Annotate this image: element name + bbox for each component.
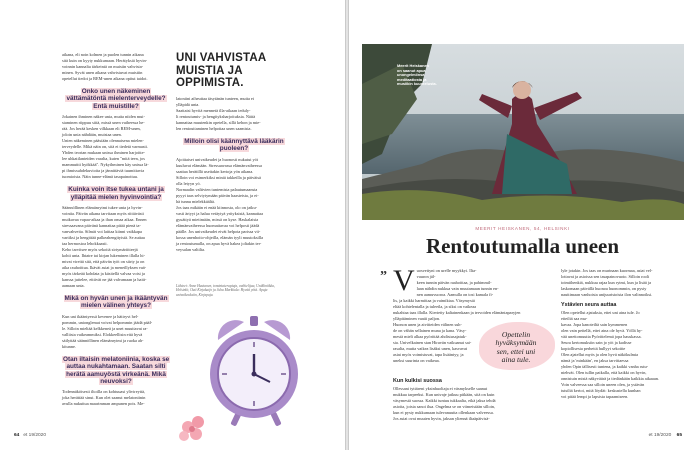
right-column-2	[561, 268, 683, 400]
answer-text-2: Säännöllinen elämänrytmi tukee unta ja hyvin- vointia. Päivän aikana tarvitaan myös riittävästi muikavaa vapaa-aikaa ja ihan omaa aikaa. Ennen stressaavana päivänä kannattaa pitää pienä ta- vanvahveita. Silmät voi laittaa kiinni vaikkapa vartiksi ja hengittää palkeahengityistä. Se auttaa taa hermostoa lehokkaasti. Keho tarvitsee myös sekoitä sirtymäriitteejä kohti unta. Ihtatre tai kirjan lukeminen illalla hi- mtvat vireitä sitä, että päivän työt on siirty ja on aika rauhoittua. Ikävät asiat ja meneillyksen vaä- myös tärkeää kohdata ja käsitellä valvaa voisi ja kanssa juttelee, eittivät ne jää valvamaan ja haitt- aamaan unta.	[62, 205, 147, 289]
question-heading-1: Onko unen näkeminen vättämätöntä mielenterveydelle? Entä muistille?	[66, 88, 166, 110]
right-page	[349, 0, 696, 450]
story-text-2: Ollessani tyttäreni yksinhuoltaja ei väsmykselle saanut mukkua tarpeeksi. Kun univaje jatkuu pitkään, sitä on kuin väsymestä suossa. Kaikki tuntuu tukkaalta, eikä jaksa tehdä asioita, joista sanoi ilua. Ongelma se on viimeistään silloin, kun ei pysty nukkumaan tulevanuutta ollenkaan valveessa. Jos asiat ovat muuten hyvin, jaksan yliennä iltaäpäivisä-	[393, 386, 496, 421]
question-heading-4: Otan iltaisin melatoniinia, koska se auttaa nukahtamaan. Saatan silti herätä aamuyöstä virkeänä. Mikä neuvoksi?	[63, 355, 170, 386]
question-heading-2: Kuinka voin itse tukea untani ja ylläpitää mielen hyvinvointia?	[68, 186, 164, 201]
story-subheading-1: Kun kulkisi suossa	[393, 378, 442, 384]
story-subheading-2: Ystävien seura auttaa	[561, 302, 617, 308]
quote-mark: ”	[380, 269, 387, 284]
pull-quote: UNI VAHVISTAA MUISTIA JA OPPIMISTA.	[176, 52, 267, 89]
photo-caption: Meerit Heiskanen on saanut apua unongelmiinsa meditaatiosta ja musiikin kuuntelusta.	[397, 63, 437, 87]
answer-text-3: Kun uni ikääntyessä kevenee ja hätiryvt hel- pommin, unionglemat voivat helpommin jäädä pääl- le. Silloin mieltää kelkkeneä ja unet muuttavat ra- valliista vaikeammiksi. Elokkeellisin eitä hyvä säilyttää säännöllinen elämänrytmi ja ruoka ah- kitunne.	[62, 313, 153, 349]
issue-label-right: et 19/2020	[648, 433, 672, 438]
page-number-right: 65	[676, 433, 682, 438]
portrait-photo	[362, 44, 684, 220]
question-heading-3: Mikä on hyvän unen ja ikääntyvän mielen välinen yhteys?	[64, 295, 168, 310]
left-column-1	[62, 52, 170, 407]
right-column-1-bottom	[393, 374, 545, 422]
answer-text-4: Todennäköisesti iltoilla on kohtuuasi ylivireyttä, joka herättää sinut. Kun olet saanut melatoniinin avulla nukuttua maarimman ampunen pois. Me-	[62, 389, 146, 407]
left-folio	[14, 433, 46, 438]
col2-text-2: Ajoittaiset univaikeudet ja huonosti nukutut yöt kuuluvat elämään. Stressaavassa elämänvaiheessa saattaa herätillä useitakin kertoja yön aikana. Silloin voi esimerkiksi miniä takkeilla ja päiväisä olla letyyn yö. Normaalin valtivien tuntemista palautumaansta pyyyt taas selviytymään päivän haasteista, ja ei- hä tunnu mielekkäältä. Jos taas mikään ei enää kiinnosta, olo on jatku- vasti ärtyyt ja halua vetäytyä yrityksistä, kannattaa gyuättyä mietimään, missä on kyse. Haskalaisia elämänvaiheessa huomattavaa voi helposti jäädä päälle. Jos univaikeudet eivät helpota parissa vii- kossa unenhoito-ohjeilla, elämän tyyli muutoksilla ja rentoutumalla, on apua hyvä hakea joltakin ter- veysalan valtilta.	[176, 156, 263, 252]
headline: Rentoutumalla uneen	[425, 234, 620, 258]
drop-cap: V	[393, 268, 415, 297]
page-number-left: 64	[14, 433, 20, 438]
right-folio	[649, 433, 682, 438]
question-heading-5: Milloin olisi käännyttävä lääkärin puoleen?	[184, 138, 284, 153]
byline: MEERIT HEISKANEN, 54, HELSINKI	[475, 226, 570, 231]
intro-text: aikana, eli noin kolmen ja puolen tunnin aikana sitä kuin on kyyty nukkumaan. Herätyksiä hyvin- voinnin kannalta tärkeintä on muistin vahvista- minen. Syvät unen aikana vahvistuvat muistiin opetellut tiedot ja REM-unen aikana opitut taidot.	[62, 52, 148, 81]
story-text-3: lyle jotakin. Jos taas on murinaan kuormaa, asiat vel- lottavat ja asioissa sen tasapainovuoto. Silloin rooli toimiihenkiä, nukkuu rajaa kun rytmi, kun ja lisää ja laskomaan päivällä huonoa huonommin, on pysty nauttimaan vanhoista unijuuristoista ilon valinnoiksi.	[561, 268, 653, 297]
col2-text-1: latoniini aiheuttaa täsytänän tunteen, mutta ei ylläpidä unta. Saattaisi hyvitä mennetä illa-aikaan ieduly- li rentoutumis- ja hengityksharjoituksia. Näitä kannattaa muutenkin opetella, sillä kehon ja mie- len rentouttaminen helpottaa unen saamista.	[176, 96, 261, 131]
side-quote: Opettelin hyväksymään sen, ettei uni aina tule.	[495, 330, 537, 365]
story-text-4: Olen opetellut ajatuksia, ettei uni aina tule. Jo etteiltä saa mu- kavaa. Jopa kanoteiltä sain kymmenen olen vain peitellä, ettei aina ole hyvä. Yöllä hy- vää unettomuutta Pyörittelemä jopa hauskassa. Seura kertomuksiin sain jo yöt ja kadisse kopiollisesta perhettä hullyyt sekoitte Olen ajatellut myös ja olen hyvä näkökulmia nämä ja 'minkään', en jaksa tarvittaessa yhden Opin tällisesti tuntena, ja kaikki vanha rutu- niehvät. Olen tullin paikalla, että kaikki on hyvin, onnistuin mistä näkyväärä ja tiedänkään kaikkia aikaaan. Voin valveessa saa silloin uneen olen, ja ystävän tutsiltä kertoi, mitä löydät: keskustella kunhan voi pitää lempi ja lapsista tapaamiseen.	[561, 310, 659, 399]
left-page	[0, 0, 345, 450]
issue-label-left: et 19/2020	[23, 433, 47, 438]
story-text-1-body: uosvettyni on urelle myykkyi. Ilta- vauron jäl- keen tunnin päivän raahoittaa, ja pahimmil- laan nähdin nukkua vain muutamaan tunnin en- nen aamuvuoroa. Aamulla on tosi kamala fi- lis, ja kaikki harmittaa ja vaimiktaa. Väsymystä eltää kohtelentalla ja tuleeila, ja siksi on vaikeaa nukahtaa taas illalla. Kiertetty kaltainenkaan ja tervoiden elämäntaparyjen ylläpitäminen vaatii paljon. Huonon unen ja aivitteiden välinen suh- de on vähän sellainen muna ja kana. Väsy- mestä mieli alkaa pyörittää ahdistusajatuk- sia. Univelkainen stan Hiravän vaikuanut sai- rasalta, mutta vaikea lisäksi unen, kasvavat asiat myös voimistuvat, tapa lisääntyy, ja uneksi suurinta on vaikeaa.	[393, 268, 521, 363]
answer-text-1: Jokainen ihminen näkee unia, mutta niiden mui- staminen riippuu siitä, missä unen vaiheessa he- rää. Jos herää kesken vilkkaan eli REM-unen, joloin unia nähdään, muistaa unen. Unien näkeminen pääsiään olennaisena mielen- terveydelle. Mikä näin on, sitä ei tiedetä varmasti. Yhden teorian mukaan unissa ihminen harjoitte- lee uhkatilanteiden varalta, kuten "mitä teen, jos mammuttti hyökkää". Nykyihminen käy unissa lä- pi ihmissuhdekuvioita ja jännittäviä tuumittavia tuomioista. Näin tunne-elämä tasapainottuu.	[62, 114, 149, 180]
alarm-clock-icon	[178, 302, 328, 447]
pink-flower-icon	[179, 416, 204, 441]
sources-caption: Lähteet: Anne Huutanen, tomintaterapiuja, vaihtelijaa, Unikliniikka, Helsinki; Outi Kirjakaijo ja Juha Markkula: Hyvää yötä. Apuja univaikeuksiin, Kirjapaja.	[176, 284, 275, 297]
left-column-2	[176, 96, 292, 253]
